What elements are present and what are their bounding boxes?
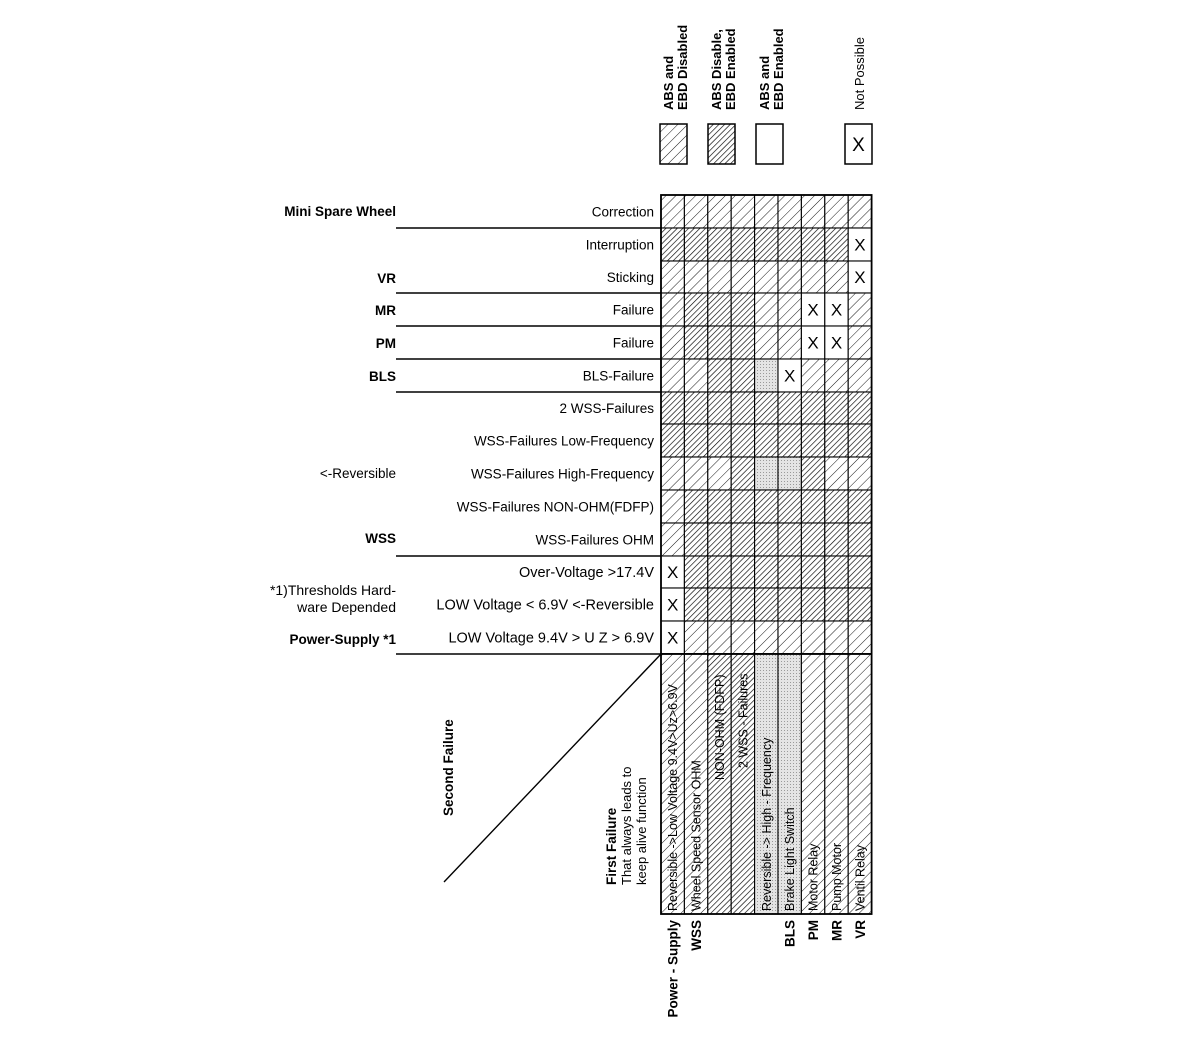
row-labels	[436, 205, 654, 647]
column-group-label: VR	[852, 920, 868, 939]
column-label: Reversible ->Low Voltage 9.4V>Uz>6.9V	[666, 684, 681, 911]
matrix-cell	[801, 457, 824, 490]
matrix-cell	[755, 588, 778, 621]
row-label: Failure	[612, 335, 654, 351]
legend	[660, 25, 872, 164]
matrix-cell	[801, 359, 824, 392]
column-label: 2 WSS - Failures	[736, 673, 751, 768]
first-failure-note-2: keep alive function	[634, 777, 649, 885]
column-label: Ventil Relay	[853, 844, 868, 911]
matrix-cell	[708, 588, 731, 621]
matrix-cell	[661, 523, 684, 556]
column-label: Brake Light Switch	[783, 807, 798, 911]
matrix-cell	[778, 490, 801, 523]
matrix-cell	[825, 523, 848, 556]
row-label: Correction	[591, 204, 654, 220]
matrix-cell	[684, 424, 707, 457]
matrix-cell	[684, 195, 707, 228]
matrix-cell	[731, 293, 754, 326]
matrix-cell	[708, 424, 731, 457]
matrix-cell	[731, 261, 754, 293]
matrix-cell	[731, 392, 754, 424]
matrix-cell	[778, 523, 801, 556]
not-possible-mark: X	[667, 628, 679, 648]
matrix-cell	[778, 556, 801, 588]
matrix-cell	[825, 359, 848, 392]
matrix-cell	[684, 293, 707, 326]
matrix-cell	[755, 228, 778, 261]
matrix-cell	[801, 588, 824, 621]
not-possible-mark: X	[854, 268, 866, 287]
row-label: WSS-Failures OHM	[535, 532, 654, 548]
matrix-cell	[755, 621, 778, 654]
matrix-cell	[848, 588, 871, 621]
matrix-cell	[801, 228, 824, 261]
matrix-cell	[825, 195, 848, 228]
row-label: WSS-Failures Low-Frequency	[473, 433, 654, 449]
matrix-cell	[708, 293, 731, 326]
legend-swatch	[756, 124, 783, 164]
column-label: Wheel Speed Sensor OHM	[689, 760, 704, 911]
matrix-cell	[778, 195, 801, 228]
matrix-cell	[801, 392, 824, 424]
row-label: 2 WSS-Failures	[559, 401, 654, 416]
matrix-cell	[684, 457, 707, 490]
group-label-wss: WSS	[365, 531, 396, 546]
matrix-cell	[684, 228, 707, 261]
matrix-cell	[755, 392, 778, 424]
legend-label: ABS and	[757, 55, 772, 110]
column-label: NON-OHM (FDFP)	[713, 674, 727, 780]
group-label-bls: BLS	[369, 369, 396, 384]
matrix-cell	[684, 523, 707, 556]
matrix-cell	[661, 326, 684, 359]
matrix-cell	[825, 424, 848, 457]
row-label: WSS-Failures NON-OHM(FDFP)	[456, 499, 654, 515]
matrix-cell	[708, 359, 731, 392]
group-label-thresholds-1: *1)Thresholds Hard-	[269, 582, 396, 598]
not-possible-mark: X	[807, 333, 819, 353]
matrix-cell	[661, 424, 684, 457]
column-group-label: BLS	[782, 920, 798, 947]
matrix-cell	[848, 523, 871, 556]
legend-swatch	[660, 124, 687, 164]
matrix-cell	[708, 195, 731, 228]
matrix-cell	[684, 621, 707, 654]
matrix-cell	[848, 621, 871, 654]
matrix-cell	[684, 261, 707, 293]
matrix-cell	[661, 293, 684, 326]
group-label-mr: MR	[375, 303, 396, 318]
matrix-cell	[755, 293, 778, 326]
first-failure-note-1: That always leads to	[619, 766, 634, 885]
matrix-cell	[778, 457, 801, 490]
matrix-cell	[731, 588, 754, 621]
legend-label: EBD Enabled	[723, 28, 738, 110]
group-label-power-supply: Power-Supply *1	[289, 632, 396, 647]
not-possible-mark: X	[667, 595, 679, 615]
first-failure-title: First Failure	[604, 807, 619, 885]
matrix-cell	[731, 326, 754, 359]
matrix-cell	[755, 457, 778, 490]
matrix-cell	[778, 261, 801, 293]
matrix-cell	[731, 490, 754, 523]
group-label-reversible: <-Reversible	[319, 466, 396, 481]
matrix-cell	[731, 195, 754, 228]
group-label-vr: VR	[377, 271, 396, 286]
matrix-cell	[661, 392, 684, 424]
legend-label: EBD Enabled	[771, 28, 786, 110]
matrix-cell	[848, 326, 871, 359]
matrix-cell	[684, 588, 707, 621]
matrix-cell	[708, 523, 731, 556]
matrix-cell	[755, 556, 778, 588]
matrix-cell	[661, 228, 684, 261]
matrix-cell	[825, 261, 848, 293]
legend-label: Not Possible	[852, 37, 867, 110]
matrix-cell	[661, 261, 684, 293]
matrix-cell	[755, 326, 778, 359]
group-label-thresholds-2: ware Depended	[297, 599, 396, 615]
matrix-cell	[801, 556, 824, 588]
column-group-label: PM	[806, 920, 822, 941]
row-label: Over-Voltage >17.4V	[518, 565, 654, 581]
failure-grid	[661, 195, 872, 654]
matrix-cell	[778, 588, 801, 621]
row-label: LOW Voltage < 6.9V <-Reversible	[436, 597, 654, 614]
matrix-cell	[684, 392, 707, 424]
matrix-cell	[825, 556, 848, 588]
matrix-cell	[708, 556, 731, 588]
matrix-cell	[848, 392, 871, 424]
legend-x-mark: X	[852, 135, 865, 156]
row-label: LOW Voltage 9.4V > U Z > 6.9V	[448, 630, 654, 647]
matrix-cell	[755, 261, 778, 293]
matrix-cell	[848, 556, 871, 588]
matrix-cell	[684, 359, 707, 392]
matrix-cell	[755, 490, 778, 523]
group-label-pm: PM	[375, 336, 396, 351]
row-label: Interruption	[585, 237, 654, 253]
matrix-cell	[731, 621, 754, 654]
not-possible-mark: X	[784, 366, 796, 386]
first-failure-columns	[661, 654, 872, 914]
matrix-cell	[825, 228, 848, 261]
not-possible-mark: X	[667, 563, 679, 582]
matrix-cell	[731, 523, 754, 556]
matrix-cell	[778, 326, 801, 359]
matrix-cell	[801, 195, 824, 228]
matrix-cell	[778, 621, 801, 654]
row-label: WSS-Failures High-Frequency	[470, 466, 654, 482]
matrix-cell	[801, 424, 824, 457]
matrix-cell	[825, 490, 848, 523]
matrix-cell	[801, 490, 824, 523]
row-label: Sticking	[606, 270, 654, 285]
not-possible-mark: X	[830, 333, 843, 353]
column-label: Pump Motor	[830, 842, 844, 911]
matrix-cell	[755, 424, 778, 457]
matrix-cell	[661, 490, 684, 523]
second-failure-title: Second Failure	[441, 719, 456, 816]
not-possible-mark: X	[830, 300, 843, 320]
matrix-cell	[661, 457, 684, 490]
column-label: Motor Relay	[806, 843, 821, 911]
matrix-cell	[661, 195, 684, 228]
matrix-cell	[708, 490, 731, 523]
matrix-cell	[778, 293, 801, 326]
matrix-cell	[731, 457, 754, 490]
matrix-cell	[731, 556, 754, 588]
matrix-cell	[755, 195, 778, 228]
column-group-label: WSS	[689, 920, 705, 951]
matrix-cell	[778, 392, 801, 424]
row-label: BLS-Failure	[582, 368, 654, 384]
matrix-cell	[801, 523, 824, 556]
matrix-cell	[684, 326, 707, 359]
column-group-labels	[666, 920, 868, 1018]
matrix-cell	[778, 424, 801, 457]
matrix-cell	[684, 556, 707, 588]
matrix-cell	[708, 457, 731, 490]
matrix-cell	[848, 490, 871, 523]
matrix-cell	[731, 424, 754, 457]
column-label: Reversible -> High - Frequency	[759, 737, 774, 911]
matrix-cell	[755, 359, 778, 392]
matrix-cell	[848, 457, 871, 490]
matrix-cell	[848, 359, 871, 392]
group-labels	[270, 204, 397, 647]
matrix-cell	[778, 228, 801, 261]
matrix-cell	[825, 588, 848, 621]
matrix-cell	[825, 621, 848, 654]
matrix-cell	[708, 326, 731, 359]
matrix-cell	[731, 359, 754, 392]
row-label: Failure	[612, 302, 654, 318]
column-group-label: Power - Supply	[665, 920, 681, 1018]
matrix-cell	[755, 523, 778, 556]
column-group-label: MR	[829, 920, 845, 941]
legend-swatch	[708, 124, 735, 164]
legend-label: EBD Disabled	[675, 24, 690, 110]
matrix-cell	[731, 228, 754, 261]
matrix-cell	[848, 293, 871, 326]
matrix-cell	[708, 621, 731, 654]
matrix-cell	[708, 261, 731, 293]
matrix-cell	[708, 392, 731, 424]
not-possible-mark: X	[854, 235, 866, 255]
matrix-cell	[708, 228, 731, 261]
matrix-cell	[684, 490, 707, 523]
matrix-cell	[848, 195, 871, 228]
matrix-cell	[848, 424, 871, 457]
matrix-cell	[661, 359, 684, 392]
not-possible-mark: X	[807, 300, 819, 320]
group-label-mini-spare-wheel: Mini Spare Wheel	[284, 204, 396, 219]
matrix-cell	[825, 392, 848, 424]
legend-label: ABS Disable,	[709, 29, 724, 110]
matrix-cell	[825, 457, 848, 490]
matrix-cell	[801, 621, 824, 654]
matrix-cell	[801, 261, 824, 293]
legend-label: ABS and	[661, 55, 676, 110]
